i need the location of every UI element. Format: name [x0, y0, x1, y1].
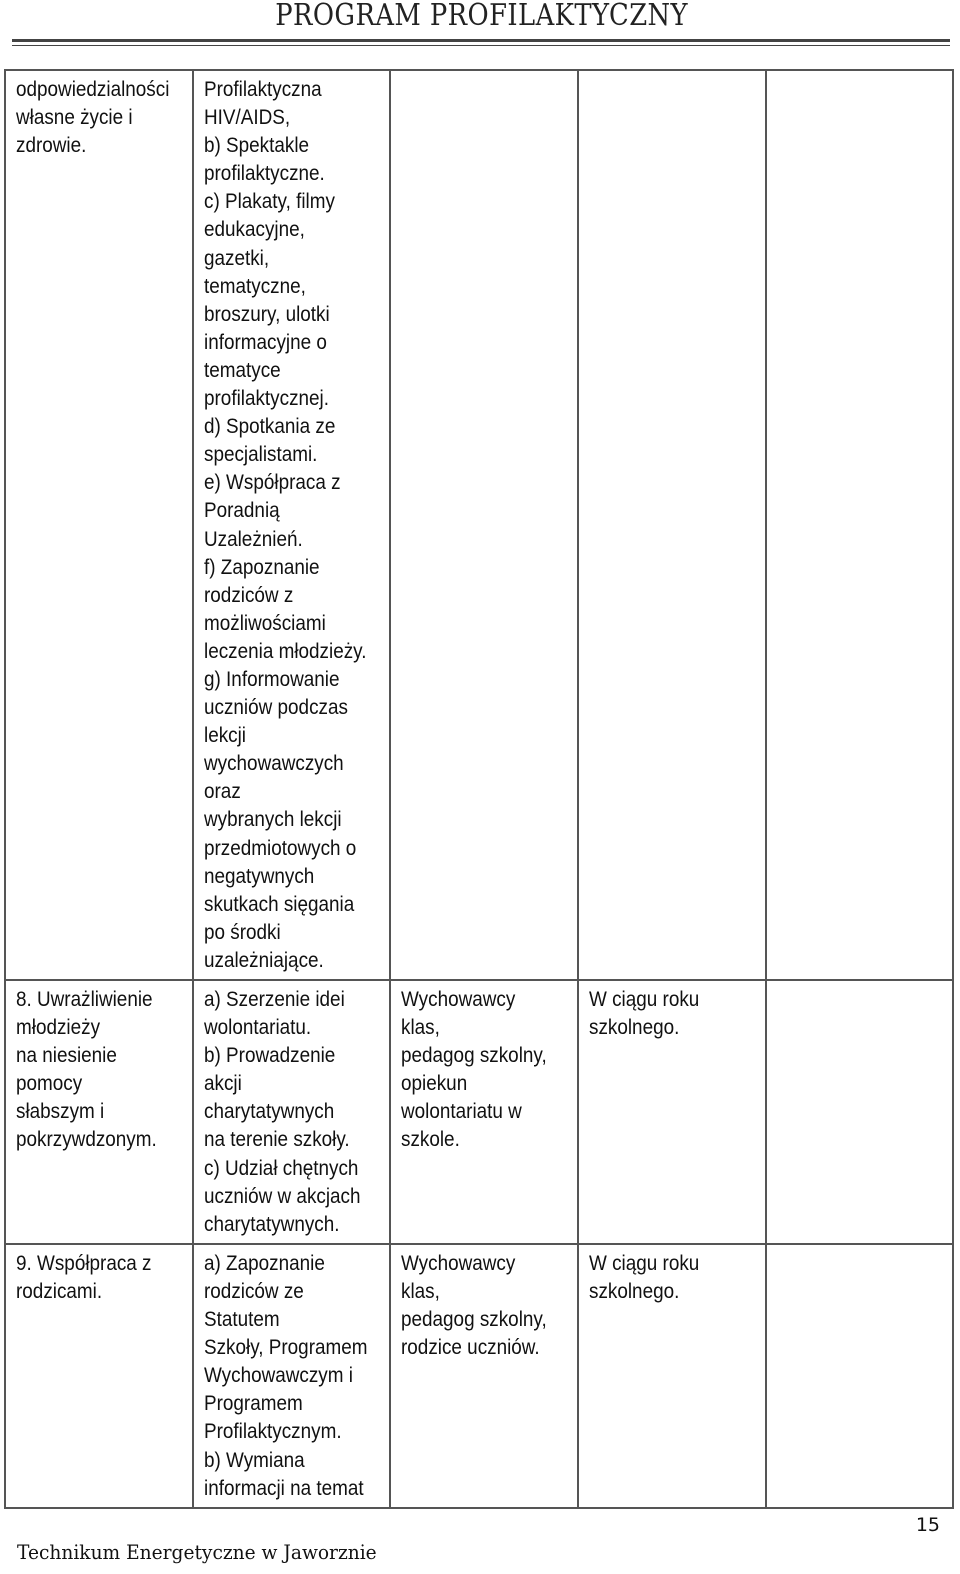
table-cell-tasks: a) Szerzenie idei wolontariatu. b) Prowadzenie akcji charytatywnych na terenie szkoły. c) Udział chętnych uczniów w akcjach charytatywnych. [193, 980, 390, 1244]
table-cell-deadline: W ciągu roku szkolnego. [578, 980, 766, 1244]
table-cell-goal: 9. Współpraca z rodzicami. [5, 1244, 193, 1508]
footer-school-name: Technikum Energetyczne w Jaworznie [17, 1540, 377, 1564]
table-cell-responsible [390, 70, 578, 980]
table-row [5, 980, 953, 1244]
table-row [5, 1244, 953, 1508]
table-cell-notes [766, 980, 953, 1244]
header-rule-thin [12, 45, 950, 46]
table-cell-deadline [578, 70, 766, 980]
table-cell-goal: 8. Uwrażliwienie młodzieży na niesienie pomocy słabszym i pokrzywdzonym. [5, 980, 193, 1244]
table-cell-tasks: Profilaktyczna HIV/AIDS, b) Spektakle profilaktyczne. c) Plakaty, filmy edukacyjne, gazetki, tematyczne, broszury, ulotki informacyjne o tematyce profilaktycznej. d) Spotkania ze specjalistami. e) Współpraca z Poradnią Uzależnień. f) Zapoznanie rodziców z możliwościami leczenia młodzieży. g) Informowanie uczniów podczas lekcji wychowawczych oraz wybranych lekcji przedmiotowych o negatywnych skutkach sięgania po środki uzależniające. [193, 70, 390, 980]
table-cell-notes [766, 70, 953, 980]
table-row [5, 70, 953, 980]
table-cell-notes [766, 1244, 953, 1508]
page-number: 15 [915, 1514, 940, 1536]
header-rule-thick [12, 39, 950, 42]
table-cell-deadline: W ciągu roku szkolnego. [578, 1244, 766, 1508]
table-cell-goal: odpowiedzialności własne życie i zdrowie. [5, 70, 193, 980]
page-header-title: PROGRAM PROFILAKTYCZNY [275, 0, 688, 33]
program-table [4, 69, 954, 1509]
table-cell-tasks: a) Zapoznanie rodziców ze Statutem Szkoły, Programem Wychowawczym i Programem Profilaktycznym. b) Wymiana informacji na temat [193, 1244, 390, 1508]
table-cell-responsible: Wychowawcy klas, pedagog szkolny, rodzice uczniów. [390, 1244, 578, 1508]
table-cell-responsible: Wychowawcy klas, pedagog szkolny, opiekun wolontariatu w szkole. [390, 980, 578, 1244]
